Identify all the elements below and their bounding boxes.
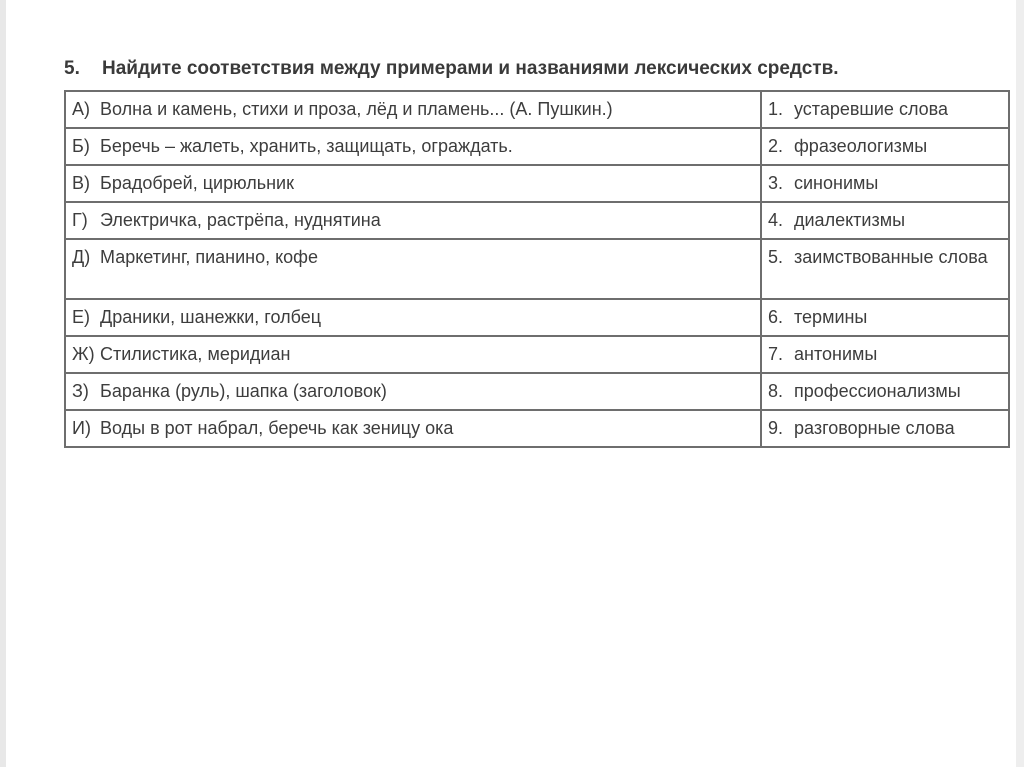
example-letter: З) [72,381,89,401]
table-row [65,91,1009,128]
example-cell [65,410,761,447]
table-row [65,128,1009,165]
example-text: Беречь – жалеть, хранить, защищать, ограждать. [100,136,513,156]
term-number: 9. [768,418,784,438]
term-number: 4. [768,210,784,230]
term-number: 8. [768,381,784,401]
term-number: 2. [768,136,784,156]
example-letter: И) [72,418,91,438]
example-text: Электричка, растрёпа, нуднятина [100,210,381,230]
example-text: Волна и камень, стихи и проза, лёд и пламень... (А. Пушкин.) [100,99,613,119]
example-letter: Г) [72,210,88,230]
term-number: 3. [768,173,784,193]
task-number: 5. [64,58,80,79]
table-row [65,239,1009,299]
example-cell [65,299,761,336]
term-text: профессионализмы [794,381,961,401]
table-row [65,299,1009,336]
example-letter: Е) [72,307,90,327]
matching-table [64,90,1010,448]
example-text: Воды в рот набрал, беречь как зеницу ока [100,418,454,438]
example-cell [65,373,761,410]
example-letter: Б) [72,136,90,156]
table-row [65,410,1009,447]
task-title: Найдите соответствия между примерами и названиями лексических средств. [102,58,839,79]
task-heading [64,58,1008,80]
example-text: Стилистика, меридиан [100,344,291,364]
term-text: синонимы [794,173,879,193]
term-number: 6. [768,307,784,327]
term-text: антонимы [794,344,878,364]
term-cell [761,165,1009,202]
example-text: Брадобрей, цирюльник [100,173,294,193]
term-cell [761,128,1009,165]
table-row [65,373,1009,410]
term-text: фразеологизмы [794,136,928,156]
table-row [65,165,1009,202]
term-cell [761,410,1009,447]
example-cell [65,336,761,373]
term-cell [761,299,1009,336]
example-text: Баранка (руль), шапка (заголовок) [100,381,387,401]
term-number: 5. [768,247,784,267]
term-number: 1. [768,99,784,119]
example-cell [65,202,761,239]
term-text: термины [794,307,868,327]
table-row [65,202,1009,239]
example-letter: А) [72,99,90,119]
example-cell [65,239,761,299]
example-cell [65,165,761,202]
term-cell [761,202,1009,239]
term-cell [761,373,1009,410]
term-cell [761,239,1009,299]
example-text: Маркетинг, пианино, кофе [100,247,318,267]
term-cell [761,91,1009,128]
term-text: устаревшие слова [794,99,949,119]
slide-frame-right [1016,0,1024,767]
term-cell [761,336,1009,373]
example-letter: Ж) [72,344,95,364]
example-text: Драники, шанежки, голбец [100,307,322,327]
table-row [65,336,1009,373]
slide-frame-left [0,0,6,767]
term-text: разговорные слова [794,418,955,438]
example-cell [65,128,761,165]
example-letter: В) [72,173,90,193]
term-text: диалектизмы [794,210,906,230]
term-number: 7. [768,344,784,364]
term-text: заимствованные слова [794,247,988,267]
task-block [64,58,1008,448]
example-cell [65,91,761,128]
example-letter: Д) [72,247,91,267]
